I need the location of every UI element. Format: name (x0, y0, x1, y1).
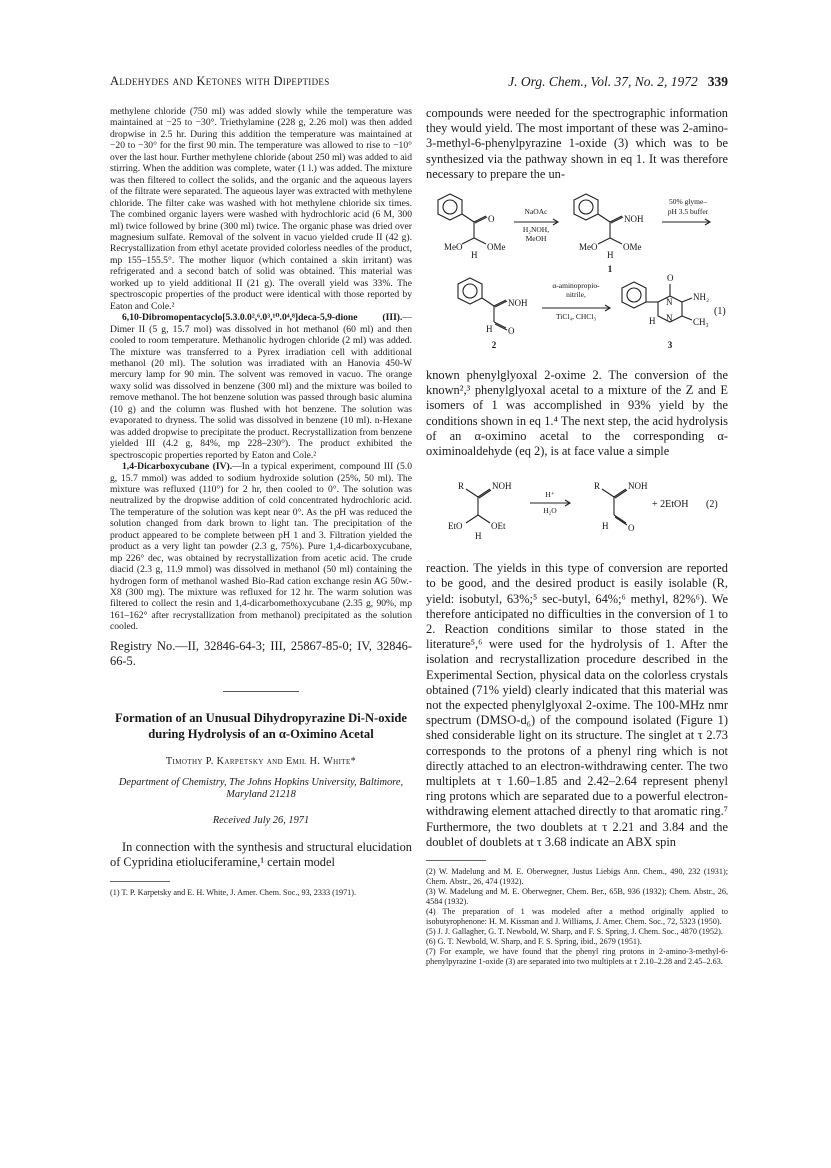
equation-number: (1) (714, 306, 726, 318)
benzene-ring-1 (574, 194, 598, 220)
registry-numbers: Registry No.—II, 32846-64-3; III, 25867-85-0; IV, 32846-66-5. (110, 638, 412, 669)
reagent-line: H₂O (543, 506, 557, 516)
compound-text-III: —Dimer II (5 g, 15.7 mol) was dissolved in hot methanol (60 ml) and then cooled to room temperature. Methanolic hydrogen chloride (2 ml) was added. The mixture was transferred to a Pyrex irradiation cell with additional methanol (20 ml). The solution was irradiated with an Hanovia 450-W mercury lamp for 90 min. The solvent was removed in vacuo. The orange waxy solid was dissolved in benzene (300 ml) and the mixture was boiled to remove methanol. The hot benzene solution was passed through basic alumina (10 g) and the column was flushed with hot benzene. The solution was evaporated to dryness. The solid was dissolved in benzene (10 ml). n-Hexane was added dropwise to precipitate the product. Recrystallization from benzene yielded III (4.2 g, 84%, mp 228–230°). The product exhibited the spectroscopic properties reported by Eaton and Cole.² (110, 312, 412, 461)
reagent-line: H₂NOH, (522, 225, 550, 235)
footnote-2: (2) W. Madelung and M. E. Oberwegner, Justus Liebigs Ann. Chem., 490, 232 (1931); Chem. Abstr., 26, 474 (1932). (426, 867, 728, 887)
atom-label: MeO (579, 242, 598, 253)
reagent-line: α-aminopropio- (552, 281, 600, 291)
footnote-rule (426, 860, 486, 861)
atom-label: O (488, 214, 495, 225)
reagent-line: H⁺ (545, 490, 555, 500)
section-divider (223, 691, 299, 692)
atom-label: OMe (487, 242, 506, 253)
left-column (110, 106, 412, 898)
compound-text-IV: —In a typical experiment, compound III (5.0 g, 15.7 mmol) was added to sodium hydroxide solution (25%, 50 ml). The mixture was refluxed (110°) for 2 hr, then cooled to 0°. The solution was neutralized by the dropwise addition of cold concentrated hydrochloric acid. The temperature of the solution was kept near 0°. As the pH was reduced the solution changed from dark brown to light tan. The precipitation of the product appeared to be complete between pH 1 and 3. Filtration yielded the product as a very light tan powder (2.3 g, 75%). Pure 1,4-dicarboxycubane, mp 226° dec, was obtained by recrystallization from acetic acid. The crude diacid (2.3 g, 11.9 mmol) was dissolved in methanol (50 ml) containing the hydrogen form of methanol washed Bio-Rad cation exchange resin AG 50w.-X8 (300 mg). The mixture was refluxed for 12 hr. The warm solution was filtered to collect the resin and 1,4-dicarbomethoxycubane (2.35 g, 90%, mp 161–162° after recrystallization from methanol) precipitated as the solution cooled. (110, 461, 412, 633)
footnote-7: (7) For example, we have found that the phenyl ring protons in 2-amino-3-methyl-6-phenylpyrazine 1-oxide (3) are separated into two multiplets at τ 2.10–2.28 and 2.45–2.63. (426, 947, 728, 967)
reagent-line: NaOAc (524, 207, 548, 217)
article-title: Formation of an Unusual Dihydropyrazine Di-N-oxide during Hydrolysis of an α-Oximino Acetal (115, 711, 407, 742)
atom-label: OMe (623, 242, 642, 253)
reaction-scheme-1 (426, 192, 728, 368)
atom-label: NOH (628, 481, 648, 492)
reagent-line: MeOH (525, 234, 547, 244)
footnote-4: (4) The preparation of 1 was modeled after a method originally applied to isobutyrophenone: H. M. Kissman and J. Williams, J. Amer. Chem. Soc., 72, 5323 (1950). (426, 907, 728, 927)
compound-label: 1 (607, 264, 613, 275)
atom-label: R (458, 481, 465, 492)
compound-heading-IV: 1,4-Dicarboxycubane (IV). (122, 461, 233, 473)
atom-label: O (667, 273, 674, 284)
atom-label: NH₂ (693, 292, 710, 303)
atom-label: O (628, 523, 635, 534)
page-header (110, 74, 728, 94)
compound-label: 3 (667, 340, 673, 351)
body-paragraph-3: reaction. The yields in this type of conversion are reported to be good, and the desired product is easily isolable (R, yield: isobutyl, 63%;⁵ sec-butyl, 64%;⁶ methyl, 82%⁶). We therefore anticipated no difficulties in the conversion of 1 to 2. Reaction conditions similar to those stated in the literature⁵,⁶ were used for the hydrolysis of 1. After the isolation and recrystallization procedure described in the Experimental Section, physical data on the colorless crystals obtained (71% yield) clearly indicated that this material was not the expected phenylglyoxal 2-oxime. The 100-MHz nmr spectrum (DMSO-d₆) of the compound isolated (Figure 1) shed considerable light on its structure. The singlet at τ 2.73 corresponds to the protons of a phenyl ring which is not directly attached to an electron-withdrawing center. The two multiplets at τ 1.60–1.85 and 2.42–2.64 represent phenyl ring protons which are separated due to a powerful electron-withdrawing element attached directly to that aromatic ring.⁷ Furthermore, the two doublets at τ 2.21 and 3.84 and the doublet of doublets at τ 3.68 indicate an ABX spin (426, 561, 728, 849)
atom-label: EtO (448, 521, 463, 532)
body-paragraph-1: compounds were needed for the spectrographic information they would yield. The most important of these was 2-amino-3-methyl-6-phenylpyrazine 1-oxide (3) which was to be synthesized via the pathway shown in eq 1. It was therefore necessary to prepare the un- (426, 106, 728, 181)
article-affiliation: Department of Chemistry, The Johns Hopkins University, Baltimore, Maryland 21218 (118, 777, 404, 801)
atom-label: O (508, 326, 515, 337)
equation-number: (2) (706, 499, 718, 511)
footnote-1: (1) T. P. Karpetsky and E. H. White, J. Amer. Chem. Soc., 93, 2333 (1971). (110, 887, 357, 897)
atom-label: NOH (508, 298, 528, 309)
footnote-3: (3) W. Madelung and M. E. Oberwegner, Chem. Ber., 65B, 936 (1932); Chem. Abstr., 26, 4584 (1932). (426, 887, 728, 907)
experimental-paragraph-1: methylene chloride (750 ml) was added slowly while the temperature was maintained at −25 to −30°. Triethylamine (228 g, 2.26 mol) was then added dropwise in 2.5 hr. During this addition the temperature was maintained at −20 to −30° for the first 90 min. The temperature was allowed to rise to −10° over the last hour. Further methylene chloride (about 250 ml) was added to aid stirring. When the addition was complete, water (1 l.) was added. The mixture was then filtered to collect the solids, and the organic and the aqueous layers of the filtrate were separated. The aqueous layer was extracted with methylene chloride. The filter cake was washed with hot methylene chloride six times. The combined organic layers were washed with hydrochloric acid (6 M, 300 ml) twice followed by brine (300 ml) twice. The organic phase was dried over magnesium sulfate. Removal of the solvent in vacuo yielded crude II (42 g). Recrystallization from ethyl acetate provided colorless needles of the product, mp 155–155.5°. The mother liquor (which contained a skin irritant) was refrigerated and a second batch of solid was obtained. This material was worked up to yield additional II (21 g). The overall yield was 33%. The spectroscopic properties of the product were identical with those reported by Eaton and Cole.² (110, 106, 412, 312)
atom-label: H (602, 521, 609, 532)
compound-heading-III: 6,10-Dibromopentacyclo[5.3.0.0²,⁶.0³,¹⁰.0⁴,⁸]deca-5,9-dione (III). (122, 312, 403, 324)
body-paragraph-2: known phenylglyoxal 2-oxime 2. The conversion of the known²,³ phenylglyoxal acetal to a mixture of the Z and E isomers of 1 was accomplished in 93% yield by the conditions shown in eq 1.⁴ The next step, the acid hydrolysis of an α-oximino acetal to the corresponding α-oximinoaldehyde (eq 2), is at face value a simple (426, 368, 728, 459)
intro-paragraph: In connection with the synthesis and structural elucidation of Cypridina etioluciferamine,¹ certain model (110, 840, 412, 870)
reagent-line: TiCl₄, CHCl₃ (556, 312, 596, 322)
benzene-ring-2 (458, 278, 482, 304)
benzene-ring-a (438, 194, 462, 220)
atom-label: H (486, 324, 493, 335)
footnote-6: (6) G. T. Newbold, W. Sharp, and F. S. Spring, ibid., 2679 (1951). (426, 937, 642, 947)
atom-label: OEt (491, 521, 506, 532)
atom-label: N (666, 297, 673, 308)
scheme-1-drawing (426, 192, 728, 368)
atom-label: NOH (624, 214, 644, 225)
received-date: Received July 26, 1971 (212, 815, 310, 827)
scheme-2-drawing (426, 467, 728, 561)
atom-label: H (607, 250, 614, 261)
benzene-ring-3 (622, 282, 646, 308)
experimental-paragraph-3 (110, 461, 412, 633)
reagent-line: pH 3.5 buffer (667, 207, 709, 217)
atom-label: NOH (492, 481, 512, 492)
atom-label: R (594, 481, 601, 492)
footnote-rule (110, 881, 170, 882)
atom-label: CH₃ (693, 317, 709, 328)
experimental-paragraph-2 (110, 312, 412, 461)
byproduct-label: + 2EtOH (652, 499, 689, 511)
right-column (426, 106, 728, 967)
reagent-line: 50% glyme– (668, 197, 708, 207)
running-title: Aldehydes and Ketones with Dipeptides (110, 74, 330, 88)
article-authors: Timothy P. Karpetsky and Emil H. White* (165, 756, 357, 768)
journal-citation (508, 74, 728, 90)
reagent-line: nitrile, (566, 290, 586, 300)
atom-label: H (471, 250, 478, 261)
aromatic-circle-a (443, 200, 457, 214)
atom-label: MeO (444, 242, 463, 253)
reaction-scheme-2 (426, 467, 728, 561)
atom-label: N (666, 313, 673, 324)
compound-label: 2 (491, 340, 497, 351)
footnote-5: (5) J. J. Gallagher, G. T. Newbold, W. Sharp, and F. S. Spring, J. Chem. Soc., 4870 (1952). (426, 927, 723, 937)
journal-name: J. Org. Chem., Vol. 37, No. 2, 1972 (508, 74, 698, 89)
atom-label: H (649, 316, 656, 327)
page-number: 339 (707, 74, 728, 89)
atom-label: H (475, 531, 482, 542)
